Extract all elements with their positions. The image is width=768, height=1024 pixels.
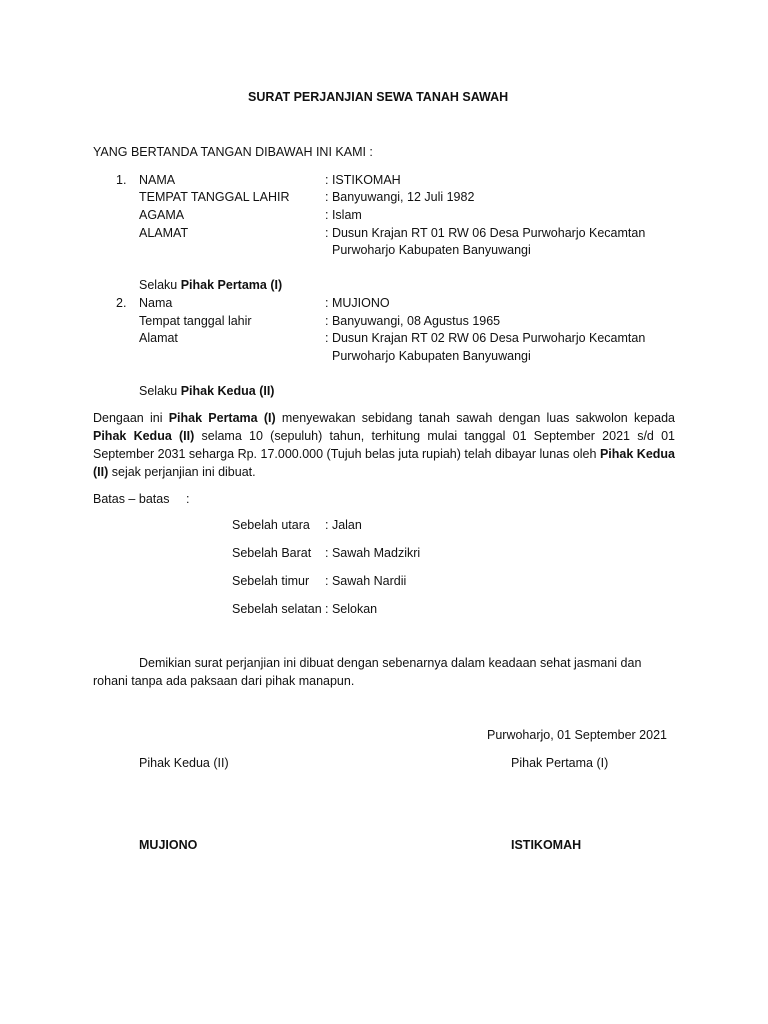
boundary-value: : Selokan <box>325 602 378 616</box>
signature-name-right: ISTIKOMAH <box>511 838 582 852</box>
party1-role-line <box>139 277 282 294</box>
party1-value-address: : Dusun Krajan RT 01 RW 06 Desa Purwoharjo Kecamtan <box>325 226 646 240</box>
party2-label-birth: Tempat tanggal lahir <box>139 314 252 328</box>
party2-value-address: : Dusun Krajan RT 02 RW 06 Desa Purwoharjo Kecamtan <box>325 331 646 345</box>
party1-label-religion: AGAMA <box>139 208 185 222</box>
boundary-value: : Jalan <box>325 518 362 532</box>
document-title: SURAT PERJANJIAN SEWA TANAH SAWAH <box>248 90 509 104</box>
body-bold-3: Pihak Kedua (II) <box>93 447 675 479</box>
party2-number: 2. <box>116 296 127 310</box>
boundary-side: Sebelah selatan <box>232 602 322 616</box>
closing-paragraph: Demikian surat perjanjian ini dibuat dengan sebenarnya dalam keadaan sehat jasmani dan rohani tanpa ada paksaan dari pihak manapun. <box>93 656 642 688</box>
body-bold-2: Pihak Kedua (II) <box>93 429 195 443</box>
party2-value-birth: : Banyuwangi, 08 Agustus 1965 <box>325 314 501 328</box>
party1-role: Pihak Pertama (I) <box>180 278 283 292</box>
party1-label-birth: TEMPAT TANGGAL LAHIR <box>139 190 290 204</box>
party2-role-prefix: Selaku <box>139 384 181 398</box>
agreement-paragraph <box>93 409 675 481</box>
party2-value-name: : MUJIONO <box>325 296 390 310</box>
signature-label-left: Pihak Kedua (II) <box>139 756 229 770</box>
boundary-side: Sebelah timur <box>232 574 310 588</box>
signature-name-left: MUJIONO <box>139 838 198 852</box>
boundary-side: Sebelah Barat <box>232 546 312 560</box>
boundary-side: Sebelah utara <box>232 518 310 532</box>
party2-label-name: Nama <box>139 296 173 310</box>
body-text-3: selama 10 (sepuluh) tahun, terhitung mulai tanggal 01 September 2021 s/d 01 September 2031 seharga Rp. 17.000.000 (Tujuh belas juta rupiah) telah dibayar lunas oleh <box>93 429 675 461</box>
party1-address-cont: Purwoharjo Kabupaten Banyuwangi <box>332 243 531 257</box>
party2-role-line <box>139 383 274 400</box>
party1-label-name: NAMA <box>139 173 176 187</box>
intro-line: YANG BERTANDA TANGAN DIBAWAH INI KAMI : <box>93 145 373 159</box>
party1-role-prefix: Selaku <box>139 278 181 292</box>
boundary-heading-colon: : <box>186 492 190 506</box>
signature-label-right: Pihak Pertama (I) <box>511 756 609 770</box>
party2-address-cont: Purwoharjo Kabupaten Banyuwangi <box>332 349 531 363</box>
boundary-value: : Sawah Madzikri <box>325 546 421 560</box>
party1-label-address: ALAMAT <box>139 226 189 240</box>
party1-value-name: : ISTIKOMAH <box>325 173 401 187</box>
body-text-2: menyewakan sebidang tanah sawah dengan luas sakwolon kepada <box>275 411 675 425</box>
party1-number: 1. <box>116 173 127 187</box>
party1-value-birth: : Banyuwangi, 12 Juli 1982 <box>325 190 475 204</box>
boundary-heading: Batas – batas <box>93 492 170 506</box>
boundary-value: : Sawah Nardii <box>325 574 407 588</box>
body-text-4: sejak perjanjian ini dibuat. <box>108 465 256 479</box>
party1-value-religion: : Islam <box>325 208 362 222</box>
body-text-1: Dengaan ini <box>93 411 169 425</box>
body-bold-1: Pihak Pertama (I) <box>168 411 276 425</box>
party2-label-address: Alamat <box>139 331 178 345</box>
place-date: Purwoharjo, 01 September 2021 <box>487 728 667 742</box>
party2-role: Pihak Kedua (II) <box>180 384 275 398</box>
